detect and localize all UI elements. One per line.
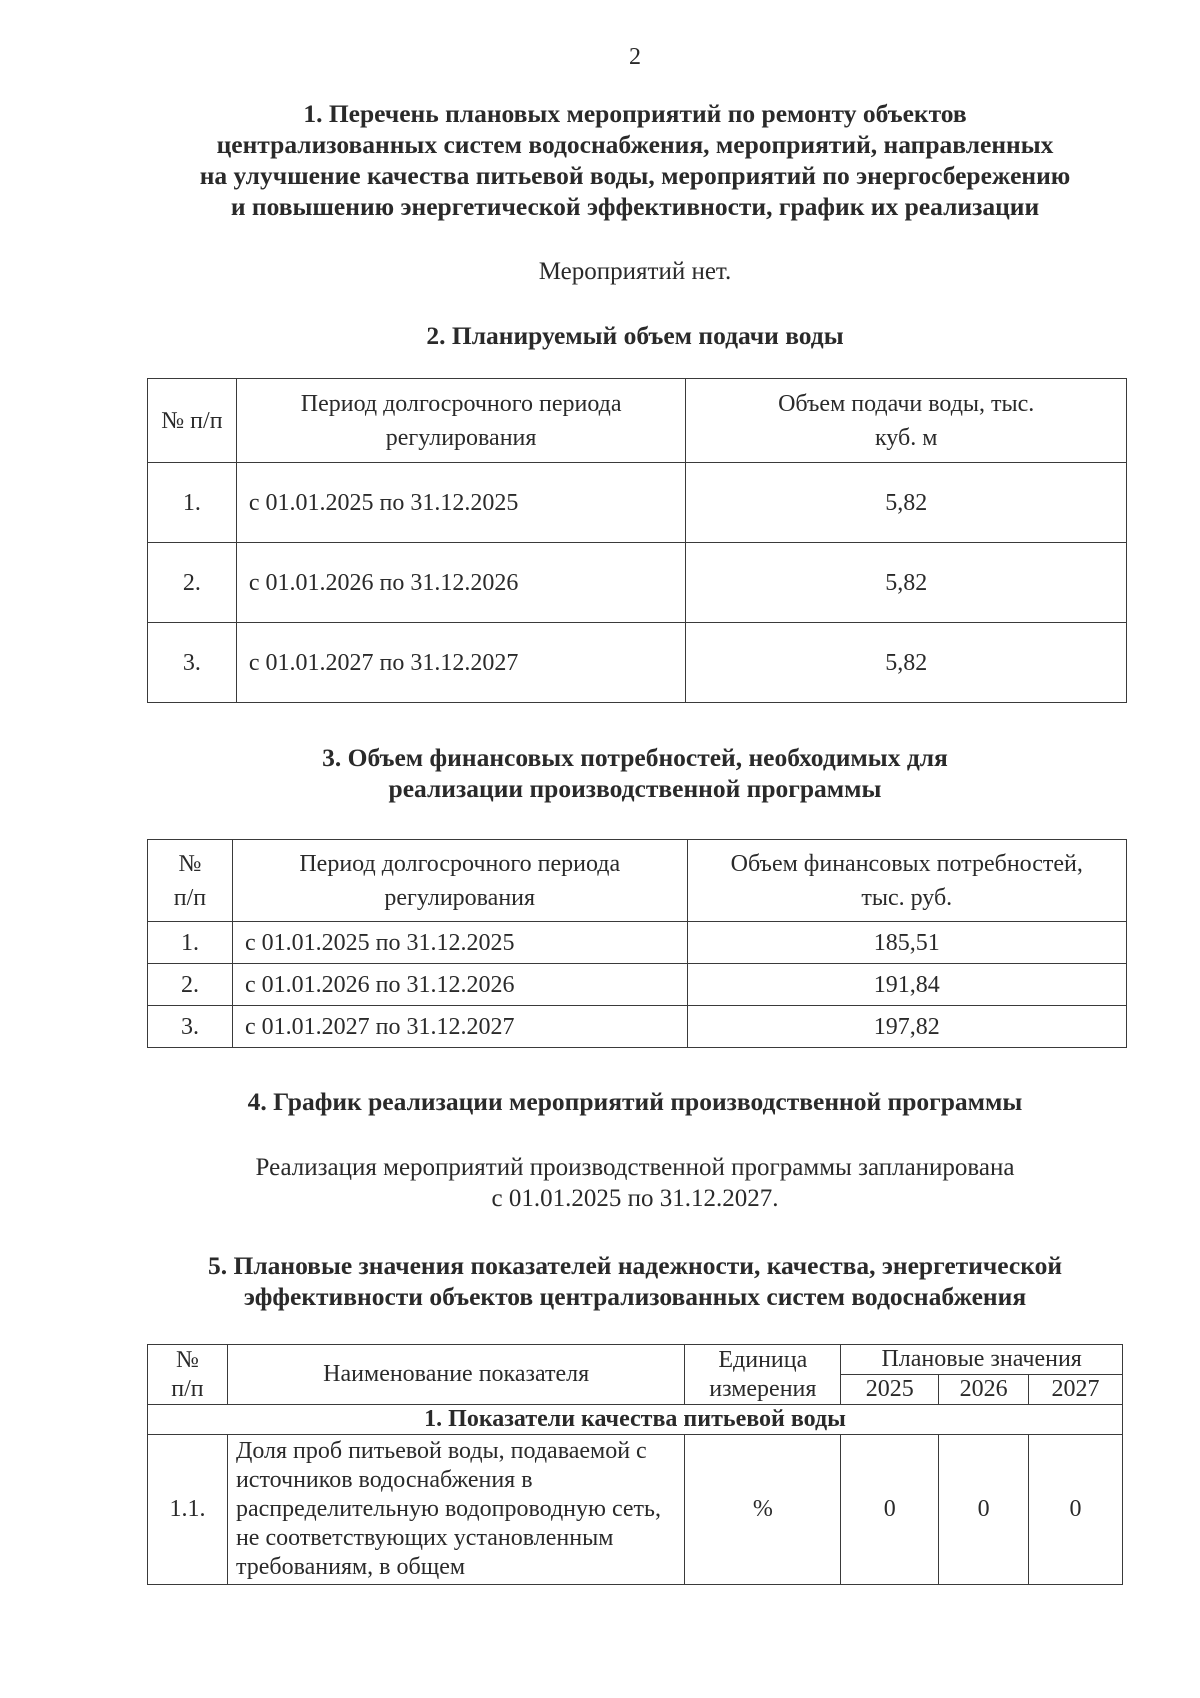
header-planned: Плановые значения <box>841 1345 1123 1375</box>
group-title: 1. Показатели качества питьевой воды <box>148 1405 1123 1435</box>
header-num: № п/п <box>148 840 233 922</box>
table-header-row <box>148 1345 1123 1375</box>
row-num: 3. <box>148 623 237 703</box>
row-value-2027: 0 <box>1029 1435 1123 1585</box>
indicators-table <box>147 1344 1123 1585</box>
section1-title <box>0 98 1200 222</box>
header-year: 2026 <box>939 1375 1029 1405</box>
header-num: № п/п <box>148 379 237 463</box>
row-unit: % <box>685 1435 841 1585</box>
table-group-row <box>148 1405 1123 1435</box>
header-volume: Объем финансовых потребностей, тыс. руб. <box>687 840 1126 922</box>
water-supply-table <box>147 378 1127 703</box>
section3-title-line: реализации производственной программы <box>388 774 882 803</box>
section1-title-line: и повышению энергетической эффективности, график их реализации <box>230 192 1040 221</box>
row-num: 2. <box>148 964 233 1006</box>
header-year: 2027 <box>1029 1375 1123 1405</box>
header-unit: Единица измерения <box>685 1345 841 1405</box>
row-period: с 01.01.2026 по 31.12.2026 <box>232 964 687 1006</box>
section3-title <box>0 742 1200 804</box>
header-name: Наименование показателя <box>227 1345 684 1405</box>
row-period: с 01.01.2027 по 31.12.2027 <box>232 1006 687 1048</box>
row-value: 5,82 <box>686 543 1127 623</box>
header-period: Период долгосрочного периода регулирования <box>236 379 686 463</box>
row-num: 2. <box>148 543 237 623</box>
row-period: с 01.01.2026 по 31.12.2026 <box>236 543 686 623</box>
row-period: с 01.01.2025 по 31.12.2025 <box>232 922 687 964</box>
section5-title-line: 5. Плановые значения показателей надежности, качества, энергетической <box>207 1251 1063 1280</box>
row-value: 185,51 <box>687 922 1126 964</box>
table-row <box>148 1435 1123 1585</box>
table-header-row <box>148 379 1127 463</box>
header-num: № п/п <box>148 1345 228 1405</box>
table-row <box>148 1006 1127 1048</box>
row-value-2025: 0 <box>841 1435 939 1585</box>
row-period: с 01.01.2027 по 31.12.2027 <box>236 623 686 703</box>
row-value: 197,82 <box>687 1006 1126 1048</box>
row-value-2026: 0 <box>939 1435 1029 1585</box>
row-num: 1.1. <box>148 1435 228 1585</box>
section5-title-line: эффективности объектов централизованных систем водоснабжения <box>243 1282 1027 1311</box>
row-period: с 01.01.2025 по 31.12.2025 <box>236 463 686 543</box>
row-name: Доля проб питьевой воды, подаваемой с источников водоснабжения в распределительную водопроводную сеть, не соответствующих установленным требованиям, в общем <box>227 1435 684 1585</box>
section1-title-line: на улучшение качества питьевой воды, мероприятий по энергосбережению <box>199 161 1071 190</box>
header-volume: Объем подачи воды, тыс. куб. м <box>686 379 1127 463</box>
row-num: 3. <box>148 1006 233 1048</box>
section4-title: 4. График реализации мероприятий производственной программы <box>247 1087 1023 1116</box>
section1-text: Мероприятий нет. <box>538 258 732 285</box>
row-value: 5,82 <box>686 623 1127 703</box>
section4-text <box>0 1152 1200 1214</box>
page-number: 2 <box>629 44 641 70</box>
row-value: 5,82 <box>686 463 1127 543</box>
table-row <box>148 922 1127 964</box>
header-year: 2025 <box>841 1375 939 1405</box>
table-row <box>148 964 1127 1006</box>
section2-title: 2. Планируемый объем подачи воды <box>426 321 844 350</box>
row-num: 1. <box>148 463 237 543</box>
row-num: 1. <box>148 922 233 964</box>
header-period: Период долгосрочного периода регулирования <box>232 840 687 922</box>
table-row <box>148 463 1127 543</box>
table-row <box>148 623 1127 703</box>
section4-text-line: Реализация мероприятий производственной программы запланирована <box>255 1154 1015 1181</box>
table-row <box>148 543 1127 623</box>
section5-title <box>0 1250 1200 1312</box>
section4-text-line: с 01.01.2025 по 31.12.2027. <box>491 1185 779 1212</box>
section1-title-line: 1. Перечень плановых мероприятий по ремонту объектов <box>303 99 967 128</box>
financial-needs-table <box>147 839 1127 1048</box>
row-value: 191,84 <box>687 964 1126 1006</box>
section1-title-line: централизованных систем водоснабжения, мероприятий, направленных <box>216 130 1054 159</box>
table-header-row <box>148 840 1127 922</box>
section3-title-line: 3. Объем финансовых потребностей, необходимых для <box>322 743 948 772</box>
